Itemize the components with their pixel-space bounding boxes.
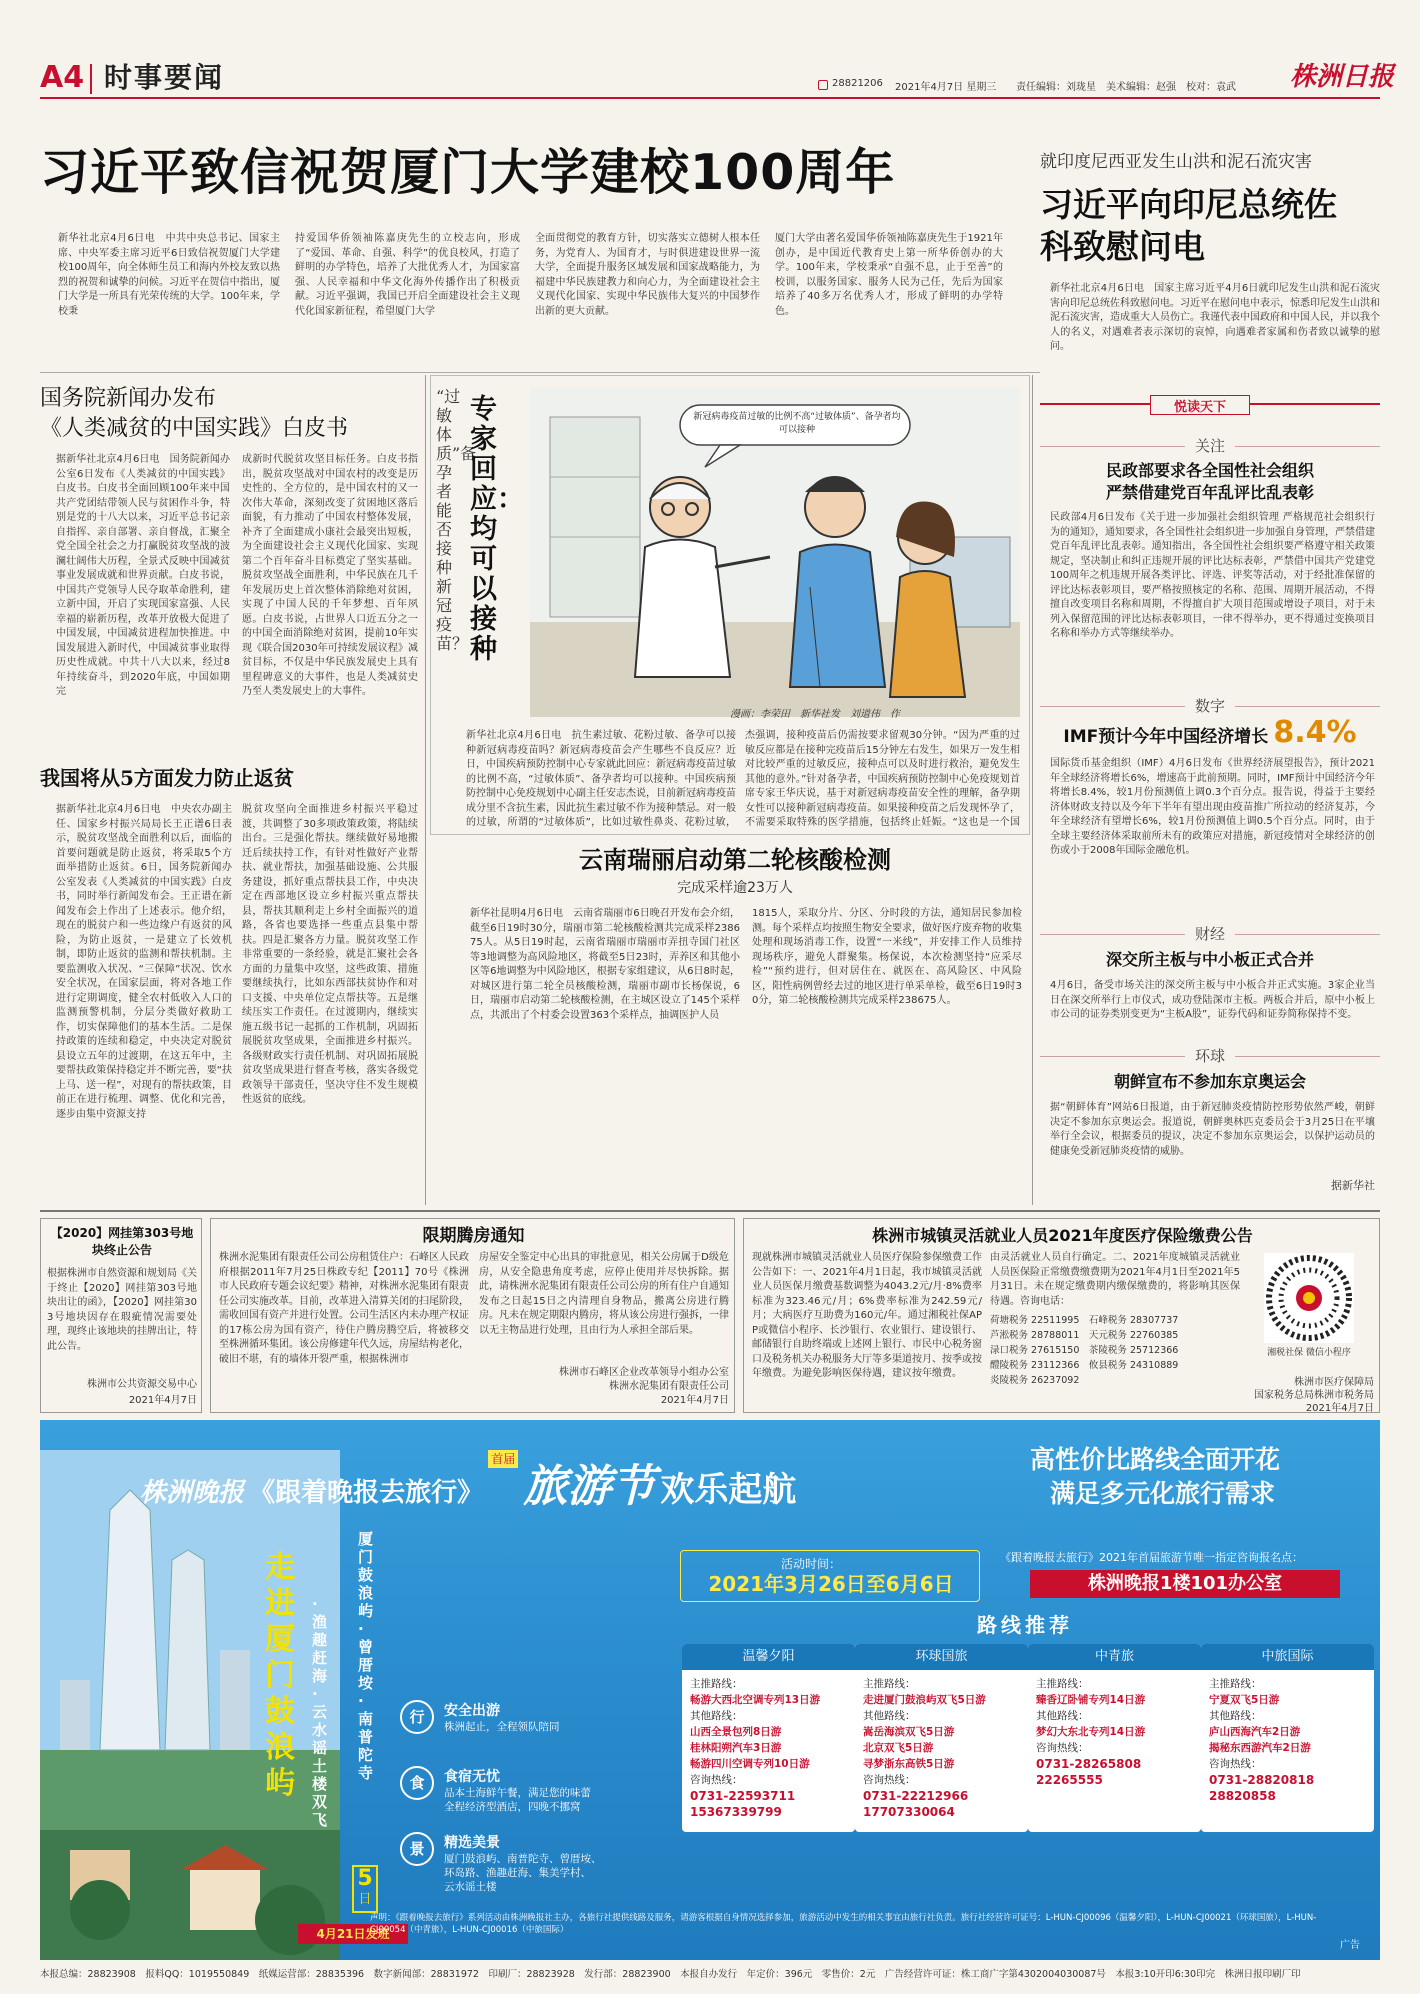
- lead-story: [40, 110, 1030, 375]
- ad-feature-2: [400, 1766, 630, 1826]
- tax-office-name: 炎陵税务: [990, 1375, 1029, 1386]
- ad-feature-title: 精选美景: [444, 1835, 500, 1851]
- whitepaper-headline-1: 国务院新闻办发布: [40, 386, 217, 411]
- ad-vertical-sub-2: 厦门鼓浪屿·曾厝垵·南普陀寺: [358, 1530, 374, 1782]
- route-other-label: 其他路线：: [690, 1710, 743, 1722]
- tax-office-row: [990, 1358, 1240, 1373]
- yuedu-section-tag: [1040, 923, 1380, 944]
- qr-code-label: 湘税社保 微信小程序: [1267, 1348, 1351, 1358]
- route-other-label: 其他路线：: [863, 1710, 916, 1722]
- vaccine-col-2: 杰强调，接种疫苗后仍需按要求留观30分钟。“因为严重的过敏反应都是在接种完疫苗后15分钟左右发生，如果万一发生相对比较严重的过敏反应，接种点可以及时进行救治，避免发生其他的意外。”针对备孕者，中国疾病预防控制中心免疫规划首席专家王华庆说，基于对新冠病毒疫苗安全性的理解，备孕期女性可以接种新冠病毒疫苗。如果接种疫苗之后发现怀孕了，不需要采取特殊的医学措施，包括终止妊娠。“这也是一个国: [745, 730, 1020, 828]
- land-notice: [40, 1218, 202, 1413]
- tax-office-name: 天元税务: [1088, 1330, 1127, 1341]
- hotline-label: 咨询热线：: [1209, 1758, 1262, 1770]
- tag-label: 环球: [1185, 1045, 1235, 1066]
- route-item: 桂林阳朔汽车3日游: [690, 1742, 782, 1754]
- travel-ad: [40, 1420, 1380, 1960]
- hotline-number: 15367339799: [690, 1805, 782, 1819]
- ad-feature-desc: 厦门鼓浪屿、南普陀寺、曾厝垵、 环岛路、渔趣赶海、集美学村、 云水谣土楼: [444, 1853, 602, 1893]
- hotline-number: 0731-28265808: [1036, 1757, 1142, 1771]
- section-title: 时事要闻: [104, 61, 225, 94]
- yunnan-col-1: 新华社昆明4月6日电 云南省瑞丽市6日晚召开发布会介绍，截至6日19时30分，瑞丽市第二轮核酸检测共完成采样238675人。从5日19时起，云南省瑞丽市瑞丽市弄扭寺国门社区等3地调整为高风险地区，将截至5日23时，弄养区和其他小区等6地调整为中风险地区，根据专家组建议，从6日8时起，对城区进行第二轮全员核酸检测，瑞丽市副市长杨保说，6日，瑞丽市启动第二轮核酸检测，在主城区设立了145个采样点，共派出了个村委会设置363个采样点，抽调医护人员: [470, 908, 740, 1021]
- vaccine-vertical-headline: 专家回应：均可以接种: [470, 394, 524, 665]
- divider: [40, 372, 1040, 373]
- yuedu-sidebar: [1040, 395, 1380, 1205]
- hotline-label: 咨询热线：: [863, 1774, 916, 1786]
- tax-office-name: 攸县税务: [1088, 1360, 1127, 1371]
- ad-feature-3: [400, 1832, 630, 1912]
- house-notice-title: 限期腾房通知: [422, 1226, 525, 1246]
- house-notice-sign-1: 株洲市石峰区企业改革领导小组办公室: [559, 1367, 729, 1378]
- whitepaper-story: [40, 385, 420, 755]
- land-notice-sign-2: 2021年4月7日: [128, 1395, 197, 1406]
- medical-notice-col-1: 现就株洲市城镇灵活就业人员医疗保险参保缴费工作公告如下：一、2021年4月1日起，我市城镇灵活就业人员医保月缴费基数调整为4043.2元/月·8%费率标准为323.46元/月；6%费率标准为242.59元/月；大病医疗互助费为160元/年。通过湘税社保APP或微信小程序、长沙银行、农业银行、建设银行、邮储银行自助终端或上述网上银行、市民中心税务窗口及税务机关办税服务大厅等多渠道按月、按季或按年缴费。为避免影响医保待遇，建议按年缴费。: [752, 1252, 982, 1379]
- tax-office-tel: 28788011: [1031, 1330, 1080, 1341]
- house-notice: [210, 1218, 735, 1413]
- tax-office-row: [990, 1328, 1240, 1343]
- route-item: 山西全景包列8日游: [690, 1726, 782, 1738]
- return-poverty-headline: 我国将从5方面发力防止返贫: [40, 766, 294, 790]
- yuedu-s2-headline: [1040, 715, 1380, 750]
- indonesia-story: [1040, 110, 1380, 395]
- yunnan-story: [440, 845, 1030, 1205]
- lead-headline: 习近平致信祝贺厦门大学建校100周年: [40, 144, 896, 201]
- masthead: [0, 0, 1420, 95]
- imf-headline-text: IMF预计今年中国经济增长: [1063, 727, 1269, 747]
- ad-signup-label: 《跟着晚报去旅行》2021年首届旅游节唯一指定咨询报名点：: [1000, 1551, 1303, 1564]
- whitepaper-headline-2: 《人类减贫的中国实践》白皮书: [40, 416, 349, 441]
- phone-icon: [818, 80, 828, 90]
- ad-first-badge: 首届: [488, 1450, 518, 1468]
- cartoon-speech-bubble: 新冠病毒疫苗过敏的比例不高“过敏体质”、备孕者均可以接种: [693, 412, 901, 435]
- agency-name: 温馨夕阳: [682, 1644, 855, 1670]
- yuedu-s1-headline-1: 民政部要求各全国性社会组织: [1105, 461, 1314, 480]
- tax-office-tel: 22760385: [1129, 1330, 1179, 1341]
- yuedu-section-tag: [1040, 435, 1380, 456]
- route-item: 北京双飞5日游: [863, 1742, 934, 1754]
- ad-feature-title: 食宿无忧: [444, 1769, 500, 1785]
- divider: [40, 1210, 1380, 1212]
- tax-office-name: 渌口税务: [990, 1345, 1029, 1356]
- indonesia-kicker: 就印度尼西亚发生山洪和泥石流灾害: [1040, 152, 1312, 172]
- ad-depart: 4月21日发班: [298, 1924, 408, 1944]
- route-item: 嵩岳海滨双飞5日游: [863, 1726, 955, 1738]
- return-poverty-story: [40, 765, 420, 1205]
- lead-col-3: 全面贯彻党的教育方针，切实落实立德树人根本任务，为党育人、为国育才，与时俱进建设世界一流大学，全面提升服务区域发展和国家战略能力，为福建中华民族建教力和向心力，为全面建设社会主义现代化国家、实现中华民族伟大复兴的中国梦作出新的更大贡献。: [535, 233, 760, 317]
- land-notice-title: 【2020】网挂第303号地块终止公告: [50, 1226, 194, 1257]
- medical-notice-sign-2: 国家税务总局株洲市税务局: [1254, 1390, 1374, 1401]
- hotline-number: 17707330064: [863, 1805, 955, 1819]
- tax-office-row: [990, 1343, 1240, 1358]
- yuedu-section-tag: [1040, 1045, 1380, 1066]
- yuedu-s2-body: 国际货币基金组织（IMF）4月6日发布《世界经济展望报告》，预计2021年全球经济将增长6%，增速高于此前预期。同时，IMF预计中国经济今年将增长8.4%，较1月份预测值上调0.3个百分点。报告说，得益于主要经济体财政支持以及今年下半年有望出现由疫苗推广所拉动的经济复苏，今年全球经济有望增长6%，较1月份预测值上调0.5个百分点。同时，由于全球主要经济体采取前所未有的政策应对措施，新冠疫情对全球经济的创伤或小于2008年国际金融危机。: [1050, 758, 1375, 856]
- house-notice-body-1: 株洲水泥集团有限责任公司公房租赁住户：石峰区人民政府根据2011年7月25日株政专纪【2011】70号《株洲市人民政府专题会议纪要》精神，对株洲水泥集团有限责任公司实施改革。目前，改革进入清算关闭的扫尾阶段，需收回国有资产并进行处置。公司生活区内未办理产权证的17栋公房为国有资产，待住户腾房腾空后，将被移交至株洲循环集团。该公房修建年代久远，房屋结构老化，破旧不堪，有的墙体开裂严重，根据株洲市: [219, 1252, 469, 1365]
- qr-code-icon: [1264, 1253, 1354, 1343]
- vaccine-cartoon-caption: 漫画：李荣田 新华社发 刘道伟 作: [730, 709, 900, 720]
- ad-days-num: 5: [357, 1866, 373, 1891]
- tax-office-name: 茶陵税务: [1088, 1345, 1127, 1356]
- whitepaper-col-2: 成新时代脱贫攻坚目标任务。白皮书指出，脱贫攻坚战对中国农村的改变是历史性的、全方位的，是中国农村的又一次伟大革命，深刻改变了贫困地区落后面貌，有力推动了中国农村整体发展，补齐了全面建成小康社会最突出短板，为全面建设社会主义现代化国家、实现第二个百年奋斗目标奠定了坚实基础。脱贫攻坚战全面胜利，中华民族在几千年发展历史上首次整体消除绝对贫困，实现了中国人民的千年梦想、百年夙愿。白皮书说，占世界人口近五分之一的中国全面消除绝对贫困，提前10年实现《联合国2030年可持续发展议程》减贫目标，不仅是中华民族发展史上具有里程碑意义的大事件，也是人类减贫史乃至人类发展史上的大事件。: [242, 454, 418, 697]
- ad-feature-desc: 品本土海鲜午餐，满足您的味蕾 全程经济型酒店，四晚不挪窝: [444, 1787, 591, 1813]
- tax-office-name: 荷塘税务: [990, 1315, 1029, 1326]
- lead-col-4: 厦门大学由著名爱国华侨领袖陈嘉庚先生于1921年创办，是中国近代教育史上第一所华侨创办的大学。100年来，学校秉承“自强不息，止于至善”的校训，以服务国家、服务人民为己任，先后为国家培养了40多万名优秀人才，形成了鲜明的办学特色。: [775, 233, 1003, 317]
- ad-vertical-sub-1: ·渔趣赶海·云水谣土楼双飞: [312, 1595, 328, 1829]
- route-main: 臻香辽卧铺专列14日游: [1036, 1694, 1146, 1706]
- medical-notice: [743, 1218, 1380, 1413]
- yuedu-s3-headline: 深交所主板与中小板正式合并: [1105, 950, 1314, 969]
- route-card: [1201, 1644, 1374, 1832]
- page-number: A4: [40, 60, 85, 95]
- yuedu-title: 悦读天下: [1173, 400, 1226, 415]
- hotline-number: 28820858: [1209, 1789, 1276, 1803]
- route-card: [682, 1644, 855, 1832]
- page-footer: 本报总编：28823908 报料QQ：1019550849 纸媒运营部：28835396 数字新闻部：28831972 印刷厂：28823928 发行部：28823900 本报自办发行 年定价：396元 零售价：2元 广告经营许可证：株工商广字第4302004030087号 本报3:10开印6:30印完 株洲日报印刷厂印: [40, 1969, 1301, 1980]
- tax-office-name: 芦淞税务: [990, 1330, 1029, 1341]
- hotline-number: 0731-22212966: [863, 1789, 969, 1803]
- hotline-label: 咨询热线：: [1036, 1742, 1089, 1754]
- ad-days-badge: [352, 1865, 378, 1913]
- ad-routes-title: 路线推荐: [977, 1613, 1073, 1637]
- tax-office-list: [990, 1313, 1240, 1413]
- ad-feature-desc: 株洲起止，全程领队陪同: [444, 1721, 560, 1733]
- tag-label: 数字: [1185, 695, 1235, 716]
- hotline-label: 咨询热线：: [690, 1774, 743, 1786]
- hotline-number: 22265555: [1036, 1773, 1103, 1787]
- divider: [425, 375, 426, 1205]
- ad-vertical-main: 走进厦门鼓浪屿: [265, 1550, 295, 1801]
- yuedu-s4-headline: 朝鲜宣布不参加东京奥运会: [1113, 1072, 1306, 1091]
- ad-event-label: 活动时间：: [781, 1557, 842, 1571]
- ad-festival: 旅游节: [523, 1461, 656, 1512]
- tax-office-name: 醴陵税务: [990, 1360, 1029, 1371]
- qr-code-graphic: [1264, 1253, 1354, 1343]
- tax-office-tel: 25712366: [1129, 1345, 1179, 1356]
- masthead-phone: 28821206: [832, 78, 883, 89]
- tax-office-tel: 28307737: [1129, 1315, 1179, 1326]
- medical-notice-title: 株洲市城镇灵活就业人员2021年度医疗保险缴费公告: [872, 1226, 1253, 1245]
- food-icon: 食: [400, 1766, 434, 1800]
- paper-logo: 株洲日报: [1290, 62, 1395, 92]
- route-item: 庐山西海汽车2日游: [1209, 1726, 1301, 1738]
- route-item: 梦幻大东北专列14日游: [1036, 1726, 1146, 1738]
- masthead-divider: [90, 64, 92, 94]
- yuedu-s3-body: 4月6日，备受市场关注的深交所主板与中小板合并正式实施。3家企业当日在深交所举行上市仪式，成功登陆深市主板。两板合并后，原中小板上市公司的证券类别变更为“主板A股”，证券代码和证券简称保持不变。: [1050, 980, 1375, 1020]
- house-notice-sign-3: 2021年4月7日: [660, 1395, 729, 1406]
- ad-brand: 株洲晚报: [140, 1478, 245, 1508]
- indonesia-body: 新华社北京4月6日电 国家主席习近平4月6日就印尼发生山洪和泥石流灾害向印尼总统佐科致慰问电。习近平在慰问电中表示，惊悉印尼发生山洪和泥石流灾害，造成重大人员伤亡。我谨代表中国政府和中国人民，并以我个人的名义，对遇难者表示深切的哀悼，向遇难者家属和伤者致以诚挚的慰问。: [1050, 283, 1380, 352]
- hotline-number: 0731-22593711: [690, 1789, 796, 1803]
- route-item: 揭秘东西游汽车2日游: [1209, 1742, 1311, 1754]
- yunnan-headline: 云南瑞丽启动第二轮核酸检测: [579, 845, 891, 874]
- masthead-editors: 责任编辑：刘珑星 美术编辑：赵强 校对：袁武: [1016, 82, 1236, 93]
- divider: [1032, 375, 1033, 1205]
- route-main: 畅游大西北空调专列13日游: [690, 1694, 821, 1706]
- route-item: 寻梦浙东高铁5日游: [863, 1758, 955, 1770]
- ad-days-unit: 日: [358, 1892, 372, 1907]
- hotline-number: 0731-28820818: [1209, 1773, 1315, 1787]
- masthead-rule: [40, 97, 1380, 99]
- agency-name: 中旅国际: [1201, 1644, 1374, 1670]
- medical-notice-col-2: 由灵活就业人员自行确定。二、2021年度城镇灵活就业人员医保险正常缴费缴费期为2021年4月1日至2021年5月31日。未在规定缴费期内缴保缴费的，将影响其医保待遇。咨询电话：: [990, 1252, 1240, 1307]
- return-poverty-col-2: 脱贫攻坚向全面推进乡村振兴平稳过渡，共调整了30多项政策政策，将陆续出台。三是强化帮扶。继续做好易地搬迁后续扶持工作，有针对性做好产业帮扶、就业帮扶，加强基础设施、公共服务建设，抓好重点帮扶县工作，中央决定在西部地区设立乡村振兴重点帮扶县，帮扶其顺利走上乡村全面振兴的道路，各省也要选择一些重点县集中帮扶。四是汇聚各方力量。脱贫攻坚工作非常重要的一条经验，就是汇聚社会各方面的力量集中攻坚，这些政策、措施要继续执行，比如东西部扶贫协作和对口支援、中央单位定点帮扶等。五是继续压实工作责任。在过渡期内，继续实施五级书记一起抓的工作机制，巩固拓展脱贫攻坚成果，全面推进乡村振兴。各级财政实行责任机制、对巩固拓展脱贫攻坚成果进行督查考核，落实各级党政领导干部责任，坚决守住不发生规模性返贫的底线。: [242, 804, 418, 1105]
- agency-name: 中青旅: [1028, 1644, 1201, 1670]
- house-notice-sign-2: 株洲水泥集团有限责任公司: [609, 1381, 729, 1392]
- route-card: [855, 1644, 1028, 1832]
- route-item: 畅游四川空调专列10日游: [690, 1758, 810, 1770]
- lead-col-2: 持爱国华侨领袖陈嘉庚先生的立校志向，形成了“爱国、革命、自强、科学”的优良校风，打造了鲜明的办学特色，培养了大批优秀人才，为国家富强、人民幸福和中华文化海外传播作出了积极贡献。习近平强调，我国已开启全面建设社会主义现代化国家新征程，希望厦门大学: [295, 233, 520, 317]
- route-main-label: 主推路线：: [1036, 1678, 1089, 1690]
- tax-office-tel: 22511995: [1031, 1315, 1080, 1326]
- land-notice-body: 根据株洲市自然资源和规划局《关于终止【2020】网挂第303号地块出让的函》，【2020】网挂第303号地块因存在瑕疵情况需要处理，现终止该地块的挂牌出让，特此公告。: [47, 1268, 197, 1352]
- tax-office-name: 石峰税务: [1088, 1315, 1127, 1326]
- tax-office-tel: 27615150: [1031, 1345, 1080, 1356]
- ad-feature-1: [400, 1700, 630, 1760]
- vaccine-story: [430, 375, 1030, 835]
- tax-office-tel: 23112366: [1031, 1360, 1080, 1371]
- tag-label: 财经: [1185, 923, 1235, 944]
- ad-title-row: [140, 1450, 960, 1520]
- ad-feature-title: 安全出游: [444, 1703, 500, 1719]
- agency-name: 环球国旅: [855, 1644, 1028, 1670]
- route-main-label: 主推路线：: [690, 1678, 743, 1690]
- ad-event-time: 2021年3月26日至6月6日: [708, 1572, 954, 1596]
- vaccine-col-1: 新华社北京4月6日电 抗生素过敏、花粉过敏、备孕可以接种新冠病毒疫苗吗？新冠病毒疫苗会产生哪些不良反应？近日，中国疾病预防控制中心专家就此回应：新冠病毒疫苗过敏的比例不高，“过敏体质”、备孕者均可以接种。中国疾病预防控制中心免疫规划中心副主任安志杰说，目前新冠病毒疫苗成分里不含抗生素，因此抗生素过敏不作为接种禁忌。对一般的过敏，所谓的“过敏体质”，比如过敏性鼻炎、花粉过敏，: [466, 730, 736, 828]
- yuedu-title-tab: [1150, 395, 1250, 415]
- route-card: [1028, 1644, 1201, 1832]
- medical-notice-sign-1: 株洲市医疗保障局: [1294, 1377, 1374, 1388]
- ad-mark: 广告: [1340, 1940, 1360, 1951]
- ad-event-box: [680, 1550, 980, 1602]
- tag-label: 关注: [1185, 435, 1235, 456]
- return-poverty-col-1: 据新华社北京4月6日电 中央农办副主任、国家乡村振兴局局长王正谱6日表示，脱贫攻坚战全面胜利以后，面临的首要问题就是防止返贫，将采取5个方面举措防止返贫。6日，国务院新闻办公室发表《人类减贫的中国实践》白皮书，同时举行新闻发布会。王正谱在新闻发布会上作出了上述表示。他介绍，现在的脱贫户和一些边缘户有返贫的风险，为防止返贫，一是建立了长效机制，即防止返贫的监测和帮扶机制。主要监测收入状况、“三保障”状况、饮水安全状况，在国家层面，将对各地工作进行定期调度，健全农村低收入人口的监测预警机制，分层分类做好救助工作，切实保障他们的基本生活。二是保持政策的连续和稳定，中央决定对脱贫县设立五年的过渡期，在这五年中，主要帮扶政策保持稳定并不断完善，要“扶上马、送一程”，对现有的帮扶政策，目前正在进行梳理、调整、优化和完善，逐步由集中资源支持: [56, 804, 232, 1120]
- route-main-label: 主推路线：: [1209, 1678, 1262, 1690]
- yuedu-s1-headline-2: 严禁借建党百年乱评比乱表彰: [1105, 483, 1314, 502]
- route-other-label: 其他路线：: [1209, 1710, 1262, 1722]
- route-main-label: 主推路线：: [863, 1678, 916, 1690]
- yunnan-col-2: 1815人，采取分片、分区、分时段的方法，通知居民参加检测。每个采样点均按照生物安全要求，做好医疗废弃物的收集处理和现场消毒工作，设置“一米线”，并安排工作人员维持现场秩序，避免人群聚集。杨保说，本次检测坚持“应采尽检”“预约进行，但对居住在、就医在、高风险区、中风险区，阳性病例曾经去过的地区进行单采单检，截至6日19时30分，第二轮核酸检测共完成采样238675人。: [752, 908, 1022, 1006]
- whitepaper-col-1: 据新华社北京4月6日电 国务院新闻办公室6日发布《人类减贫的中国实践》白皮书。白皮书全面回顾100年来中国共产党团结带领人民与贫困作斗争，特别是党的十八大以来，习近平总书记亲自指挥、亲自部署、亲自督战，汇聚全党全国全社会之力打赢脱贫攻坚战的波澜壮阔伟大历程，全景式反映中国减贫事业发展成就和世界贡献。白皮书说，中国共产党领导人民夺取革命胜利，建立新中国，开启了实现国家富强、人民幸福的崭新历程，改革开放极大促进了中国发展，中国减贫进程加快推进。中国发展进入新时代，中国减贫事业取得历史性成就。中共十八大以来，经过8年持续奋斗，到2020年底，中国如期完: [56, 454, 230, 697]
- ad-slogan-1: 高性价比路线全面开花: [1030, 1445, 1281, 1474]
- lead-col-1: 新华社北京4月6日电 中共中央总书记、国家主席、中央军委主席习近平6日致信祝贺厦门大学建校100周年，向全体师生员工和海内外校友致以热烈的祝贺和诚挚的问候。习近平在贺信中指出，厦门大学是一所具有光荣传统的大学。100年来，学校秉: [58, 233, 280, 317]
- tax-office-tel: 26237092: [1031, 1375, 1080, 1386]
- yuedu-section-tag: [1040, 695, 1380, 716]
- scenery-icon: 景: [400, 1832, 434, 1866]
- indonesia-headline: 习近平向印尼总统佐科致慰问电: [1040, 185, 1337, 266]
- ad-slogan-2: 满足多元化旅行需求: [1050, 1479, 1276, 1508]
- route-other-label: 其他路线：: [1036, 1710, 1089, 1722]
- ad-signup-place: 株洲晚报1楼101办公室: [1030, 1570, 1340, 1598]
- vaccine-vertical-kicker: “过敏体质”备孕者能否接种新冠疫苗？: [436, 387, 477, 653]
- ad-launch: 欢乐起航: [660, 1470, 797, 1510]
- yuedu-credit: 据新华社: [1331, 1179, 1375, 1192]
- vaccine-cartoon: [530, 387, 1020, 717]
- ad-title: 《跟着晚报去旅行》: [249, 1478, 484, 1508]
- tax-office-row: [990, 1313, 1240, 1328]
- yunnan-subhead: 完成采样逾23万人: [677, 880, 793, 896]
- shield-icon: 行: [400, 1700, 434, 1734]
- yuedu-s4-body: 据“朝鲜体育”网站6日报道，由于新冠肺炎疫情防控形势依然严峻，朝鲜决定不参加东京奥运会。报道说，朝鲜奥林匹克委员会于3月25日在平壤举行全会议，根据委员的提议，决定不参加东京奥运会，以保护运动员的健康免受新冠肺炎疫情的威胁。: [1050, 1102, 1375, 1157]
- tax-office-tel: 24310889: [1129, 1360, 1179, 1371]
- medical-notice-sign-3: 2021年4月7日: [1305, 1403, 1374, 1414]
- route-main: 走进厦门鼓浪屿双飞5日游: [863, 1694, 986, 1706]
- tax-office-row: [990, 1373, 1240, 1388]
- house-notice-body-2: 房屋安全鉴定中心出具的审批意见，相关公房属于D级危房，从安全隐患角度考虑，应停止使用并尽快拆除。据此，请株洲水泥集团有限责任公司公房的所有住户自通知发布之日起15日之内清理自身物品，搬离公房进行腾房。凡未在规定期限内腾房，将从该公房进行强拆，一律以无主物品进行处理，且由行为人承担全部后果。: [479, 1252, 729, 1336]
- yuedu-s1-body: 民政部4月6日发布《关于进一步加强社会组织管理 严格规范社会组织行为的通知》，通知要求，各全国性社会组织进一步加强自身管理，严禁借建党百年乱评比乱表彰。通知指出，各全国性社会组织要严格遵守相关政策规定，坚决制止和纠正违规开展的评比达标表彰，严禁借中国共产党建党100周年之机违规开展各类评比、评选、评奖等活动，对于经批准保留的评比达标表彰项目，要严格按照核定的名称、范围、周期开展活动，不得擅自改变项目名称和周期，不得擅自扩大项目范围或增设子项目，对于未列入保留范围的评比达标表彰项目，一律不得举办，更不得通过变换项目名称和举办方式等继续举办。: [1050, 512, 1375, 639]
- imf-growth-figure: 8.4%: [1273, 715, 1357, 750]
- ad-disclaimer: 声明：《跟着晚报去旅行》系列活动由株洲晚报社主办，各旅行社提供线路及服务，请游客根据自身情况选择参加，旅游活动中发生的相关事宜由旅行社负责。旅行社经营许可证号：L-HUN-CJ00096（温馨夕阳），L-HUN-CJ00021（环球国旅），L-HUN-CJ00054（中青旅），L-HUN-CJ00016（中旅国际）: [370, 1913, 1317, 1935]
- land-notice-sign-1: 株洲市公共资源交易中心: [87, 1379, 197, 1390]
- route-main: 宁夏双飞5日游: [1209, 1694, 1280, 1706]
- masthead-date: 2021年4月7日 星期三: [895, 82, 997, 93]
